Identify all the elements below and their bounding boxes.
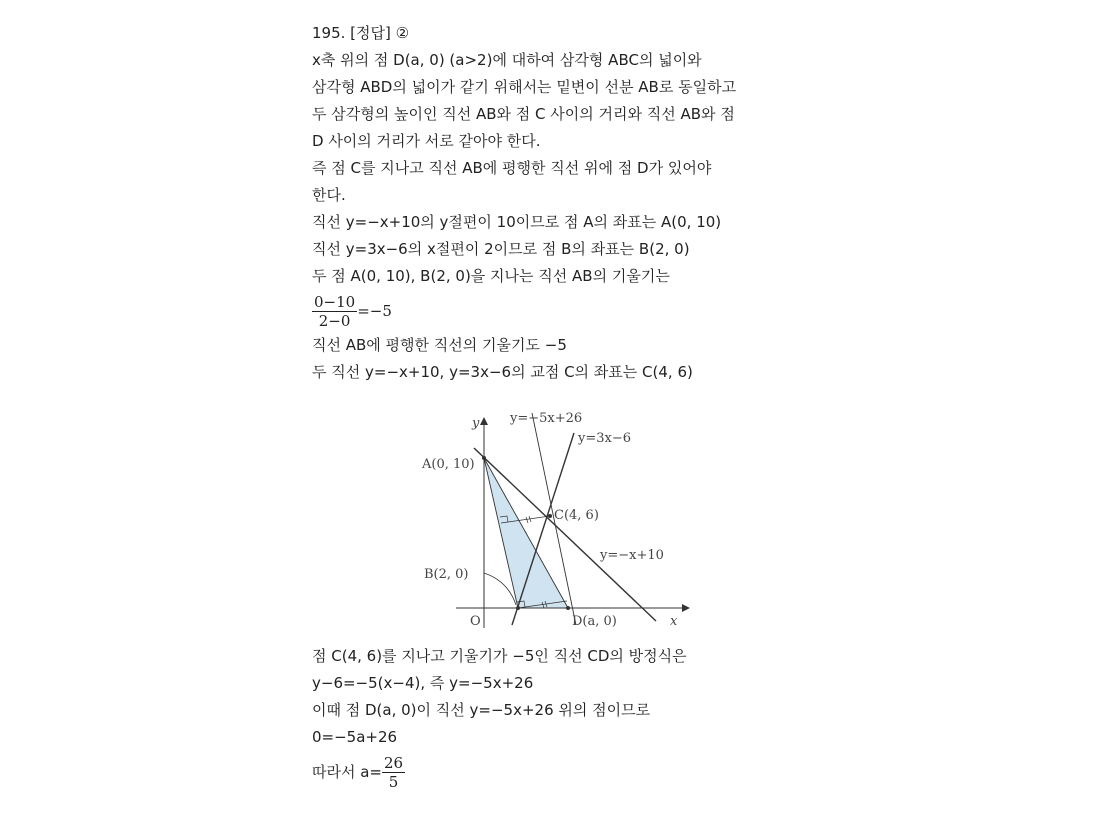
para1-line4: D 사이의 거리가 서로 같아야 한다. bbox=[312, 132, 541, 150]
final-denominator: 5 bbox=[388, 773, 399, 791]
point-d bbox=[566, 606, 570, 610]
slope-fraction bbox=[312, 293, 357, 330]
final-answer-line bbox=[312, 751, 812, 793]
label-point-d: D(a, 0) bbox=[572, 614, 617, 629]
para3-line2: 직선 y=3x−6의 x절편이 2이므로 점 B의 좌표는 B(2, 0) bbox=[312, 240, 690, 258]
label-point-b: B(2, 0) bbox=[424, 567, 469, 582]
para2-line1: 즉 점 C를 지나고 직선 AB에 평행한 직선 위에 점 D가 있어야 bbox=[312, 159, 712, 177]
para2-line2: 한다. bbox=[312, 186, 346, 204]
answer-header: 195. [정답] ② bbox=[312, 24, 410, 42]
label-line-l3: y=−x+10 bbox=[600, 548, 664, 563]
label-line-l1: y=−5x+26 bbox=[510, 411, 583, 426]
equal-tick-1a bbox=[526, 517, 528, 523]
coordinate-figure bbox=[412, 403, 702, 635]
point-c bbox=[548, 514, 552, 518]
final-numerator: 26 bbox=[384, 754, 404, 772]
solution-text-bottom bbox=[312, 643, 812, 793]
label-point-c: C(4, 6) bbox=[554, 508, 599, 523]
y-axis-arrow bbox=[480, 417, 488, 425]
x-axis-arrow bbox=[682, 604, 690, 612]
para5-line4: 0=−5a+26 bbox=[312, 728, 398, 746]
point-a bbox=[482, 456, 486, 460]
para5-line1: 점 C(4, 6)를 지나고 기울기가 −5인 직선 CD의 방정식은 bbox=[312, 647, 687, 665]
figure-svg bbox=[412, 403, 702, 635]
para1-line2: 삼각형 ABD의 넓이가 같기 위해서는 밑변이 선분 AB로 동일하고 bbox=[312, 78, 737, 96]
label-y-axis: y bbox=[472, 416, 480, 431]
label-line-l2: y=3x−6 bbox=[578, 431, 632, 446]
label-x-axis: x bbox=[670, 614, 678, 629]
final-fraction bbox=[382, 754, 405, 791]
para4-line1: 직선 AB에 평행한 직선의 기울기도 −5 bbox=[312, 336, 567, 354]
label-origin: O bbox=[470, 614, 481, 629]
slope-numerator: 0−10 bbox=[314, 293, 356, 311]
para3-line3: 두 점 A(0, 10), B(2, 0)을 지나는 직선 AB의 기울기는 bbox=[312, 267, 670, 285]
label-point-a: A(0, 10) bbox=[422, 457, 475, 472]
para1-line1: x축 위의 점 D(a, 0) (a>2)에 대하여 삼각형 ABC의 넓이와 bbox=[312, 51, 702, 69]
slope-result: =−5 bbox=[357, 302, 392, 320]
slope-fraction-line bbox=[312, 290, 812, 332]
slope-denominator: 2−0 bbox=[318, 312, 351, 330]
para3-line1: 직선 y=−x+10의 y절편이 10이므로 점 A의 좌표는 A(0, 10) bbox=[312, 213, 722, 231]
para4-line2: 두 직선 y=−x+10, y=3x−6의 교점 C의 좌표는 C(4, 6) bbox=[312, 363, 693, 381]
para1-line3: 두 삼각형의 높이인 직선 AB와 점 C 사이의 거리와 직선 AB와 점 bbox=[312, 105, 735, 123]
para5-line3: 이때 점 D(a, 0)이 직선 y=−5x+26 위의 점이므로 bbox=[312, 701, 651, 719]
point-b bbox=[516, 606, 520, 610]
final-prefix: 따라서 a= bbox=[312, 763, 382, 781]
solution-text bbox=[312, 20, 812, 386]
para5-line2: y−6=−5(x−4), 즉 y=−5x+26 bbox=[312, 674, 534, 692]
